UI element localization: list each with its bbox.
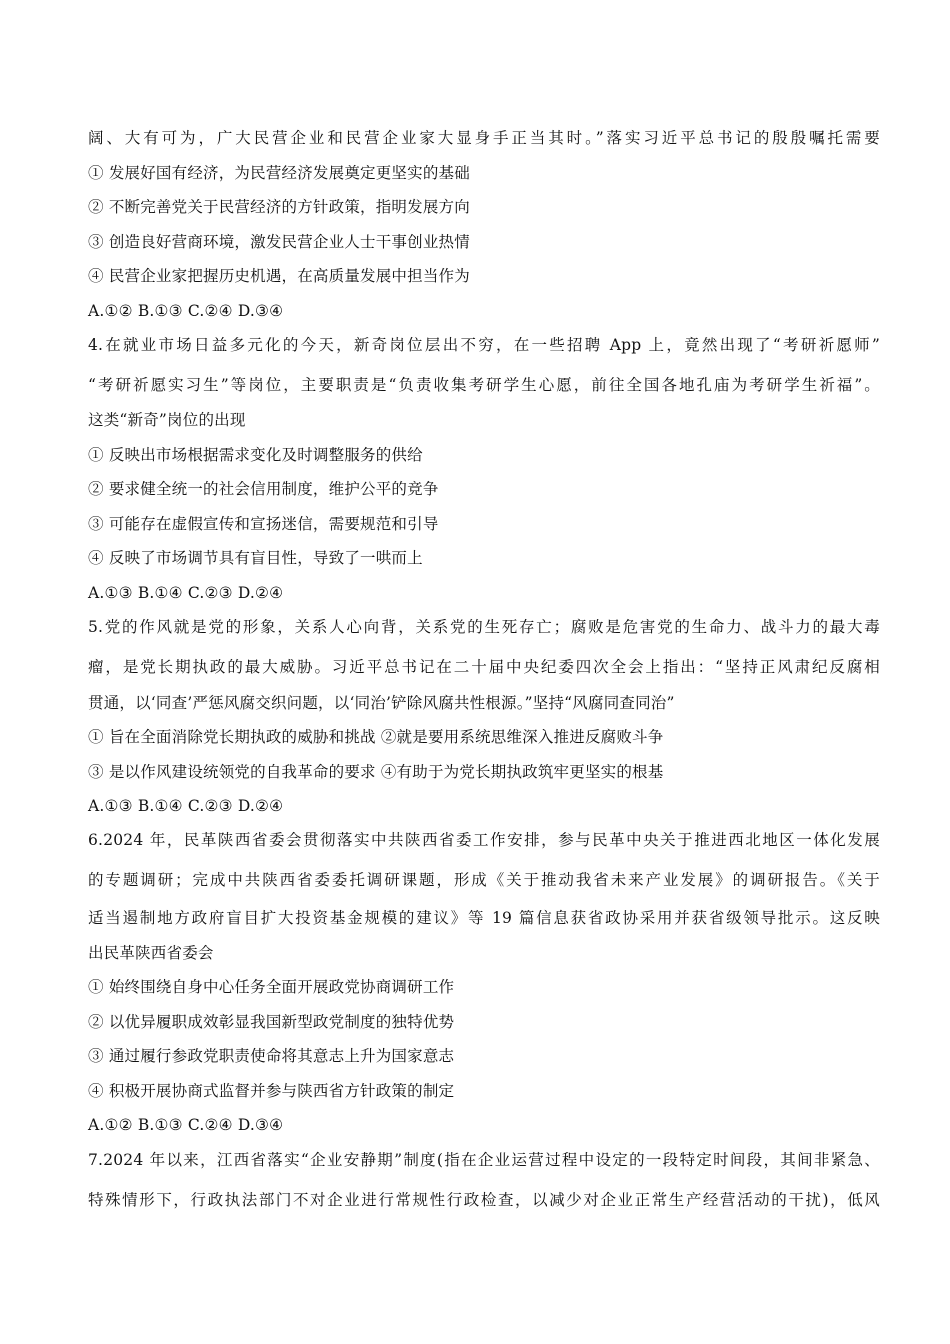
q6-stem-line-1: 6.2024 年，民革陕西省委会贯彻落实中共陕西省委工作安排，参与民革中央关于推进西北地区一体化发展 — [88, 831, 880, 849]
q4-option-2: ② 要求健全统一的社会信用制度，维护公平的竞争 — [88, 480, 439, 498]
q5-stem-line-3: 贯通，以‘同查’严惩风腐交织问题，以‘同治’铲除风腐共性根源。”坚持“风腐同查同治” — [88, 694, 675, 712]
q6-option-4: ④ 积极开展协商式监督并参与陕西省方针政策的制定 — [88, 1082, 455, 1100]
q4-stem-line-3: 这类“新奇”岗位的出现 — [88, 411, 246, 429]
q6-option-3: ③ 通过履行参政党职责使命将其意志上升为国家意志 — [88, 1047, 455, 1065]
q3-option-4: ④ 民营企业家把握历史机遇，在高质量发展中担当作为 — [88, 267, 470, 285]
q5-choices: A.①③ B.①④ C.②③ D.②④ — [88, 797, 284, 815]
q5-stem-line-1: 5.党的作风就是党的形象，关系人心向背，关系党的生死存亡；腐败是危害党的生命力、战斗力的最大毒 — [88, 618, 880, 636]
q3-choices: A.①② B.①③ C.②④ D.③④ — [88, 302, 284, 320]
q6-option-2: ② 以优异履职成效彰显我国新型政党制度的独特优势 — [88, 1013, 455, 1031]
q4-option-4: ④ 反映了市场调节具有盲目性，导致了一哄而上 — [88, 549, 423, 567]
q5-stem-line-2: 瘤，是党长期执政的最大威胁。习近平总书记在二十届中央纪委四次全会上指出：“坚持正风肃纪反腐相 — [88, 658, 880, 676]
q6-choices: A.①② B.①③ C.②④ D.③④ — [88, 1116, 284, 1134]
q3-stem-tail: 阔、大有可为，广大民营企业和民营企业家大显身手正当其时。”落实习近平总书记的殷殷嘱托需要 — [88, 129, 880, 147]
q4-choices: A.①③ B.①④ C.②③ D.②④ — [88, 584, 284, 602]
q6-stem-line-4: 出民革陕西省委会 — [88, 944, 214, 962]
q4-stem-line-1: 4.在就业市场日益多元化的今天，新奇岗位层出不穷，在一些招聘 App 上，竟然出现了“考研祈愿师” — [88, 336, 880, 354]
q6-option-1: ① 始终围绕自身中心任务全面开展政党协商调研工作 — [88, 978, 455, 996]
q3-option-2: ② 不断完善党关于民营经济的方针政策，指明发展方向 — [88, 198, 470, 216]
q5-options-line-1: ① 旨在全面消除党长期执政的威胁和挑战 ②就是要用系统思维深入推进反腐败斗争 — [88, 728, 664, 746]
q6-stem-line-3: 适当遏制地方政府盲目扩大投资基金规模的建议》等 19 篇信息获省政协采用并获省级领导批示。这反映 — [88, 909, 880, 927]
q4-option-1: ① 反映出市场根据需求变化及时调整服务的供给 — [88, 446, 423, 464]
q3-option-3: ③ 创造良好营商环境，激发民营企业人士干事创业热情 — [88, 233, 470, 251]
q5-options-line-2: ③ 是以作风建设统领党的自我革命的要求 ④有助于为党长期执政筑牢更坚实的根基 — [88, 763, 664, 781]
q4-option-3: ③ 可能存在虚假宣传和宣扬迷信，需要规范和引导 — [88, 515, 439, 533]
q7-stem-line-1: 7.2024 年以来，江西省落实“企业安静期”制度(指在企业运营过程中设定的一段特定时间段，其间非紧急、 — [88, 1151, 880, 1169]
q7-stem-line-2: 特殊情形下，行政执法部门不对企业进行常规性行政检查，以减少对企业正常生产经营活动的干扰)，低风 — [88, 1191, 880, 1209]
q3-option-1: ① 发展好国有经济，为民营经济发展奠定更坚实的基础 — [88, 164, 470, 182]
q4-stem-line-2: “考研祈愿实习生”等岗位，主要职责是“负责收集考研学生心愿，前往全国各地孔庙为考研学生祈福”。 — [88, 376, 880, 394]
q6-stem-line-2: 的专题调研；完成中共陕西省委委托调研课题，形成《关于推动我省未来产业发展》的调研报告。《关于 — [88, 871, 880, 889]
